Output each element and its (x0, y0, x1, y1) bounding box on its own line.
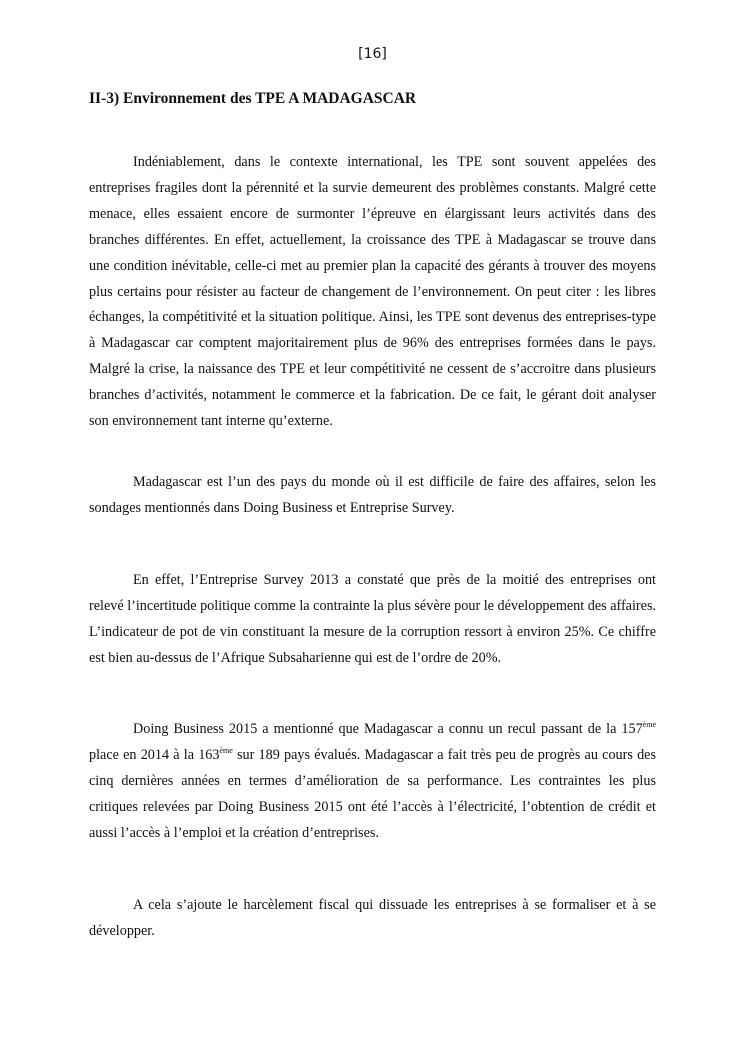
doing-business-text-3: sur 189 pays évalués. Madagascar a fait très peu de progrès au cours des cinq dernières années en termes d’amélioration de sa performance. Les contraintes les plus critiques relevées par Doing Business 2015 ont été l’accès à l’électricité, l’obtention de crédit et aussi l’accès à l’emploi et la création d’entreprises. (89, 746, 656, 841)
paragraph-business-difficulty: Madagascar est l’un des pays du monde où il est difficile de faire des affaires, selon les sondages mentionnés dans Doing Business et Entreprise Survey. (89, 474, 656, 516)
paragraph-entreprise-survey: En effet, l’Entreprise Survey 2013 a constaté que près de la moitié des entreprises ont relevé l’incertitude politique comme la contrainte la plus sévère pour le développement des affaires. L’indicateur de pot de vin constituant la mesure de la corruption ressort à environ 25%. Ce chiffre est bien au-dessus de l’Afrique Subsaharienne qui est de l’ordre de 20%. (89, 572, 657, 666)
doing-business-text-1: Doing Business 2015 a mentionné que Madagascar a connu un recul passant de la 157 (133, 721, 643, 737)
doing-business-text-2: place en 2014 à la 163 (89, 746, 220, 763)
ordinal-superscript: ème (219, 745, 233, 755)
paragraph-doing-business (89, 717, 656, 847)
section-heading: II-3) Environnement des TPE A MADAGASCAR (89, 90, 417, 107)
paragraph-fiscal-harassment: A cela s’ajoute le harcèlement fiscal qui dissuade les entreprises à se formaliser et à se développer. (89, 897, 656, 939)
paragraph-tpe-context: Indéniablement, dans le contexte international, les TPE sont souvent appelées des entreprises fragiles dont la pérennité et la survie demeurent des problèmes constants. Malgré cette menace, elles essaient encore de surmonter l’épreuve en élargissant leurs activités dans des branches différentes. En effet, actuellement, la croissance des TPE à Madagascar se trouve dans une condition inévitable, celle-ci met au premier plan la capacité des gérants à trouver des moyens plus certains pour résister au facteur de changement de l’environnement. On peut citer : les libres échanges, la compétitivité et la situation politique. Ainsi, les TPE sont devenus des entreprises-type à Madagascar car comptent majoritairement plus de 96% des entreprises formées dans le pays. Malgré la crise, la naissance des TPE et leur compétitivité ne cessent de s’accroitre dans plusieurs branches d’activités, notamment le commerce et la fabrication. De ce fait, le gérant doit analyser son environnement tant interne qu’externe. (89, 154, 656, 430)
page-number: [16] (358, 46, 387, 62)
ordinal-superscript: ème (642, 720, 656, 729)
